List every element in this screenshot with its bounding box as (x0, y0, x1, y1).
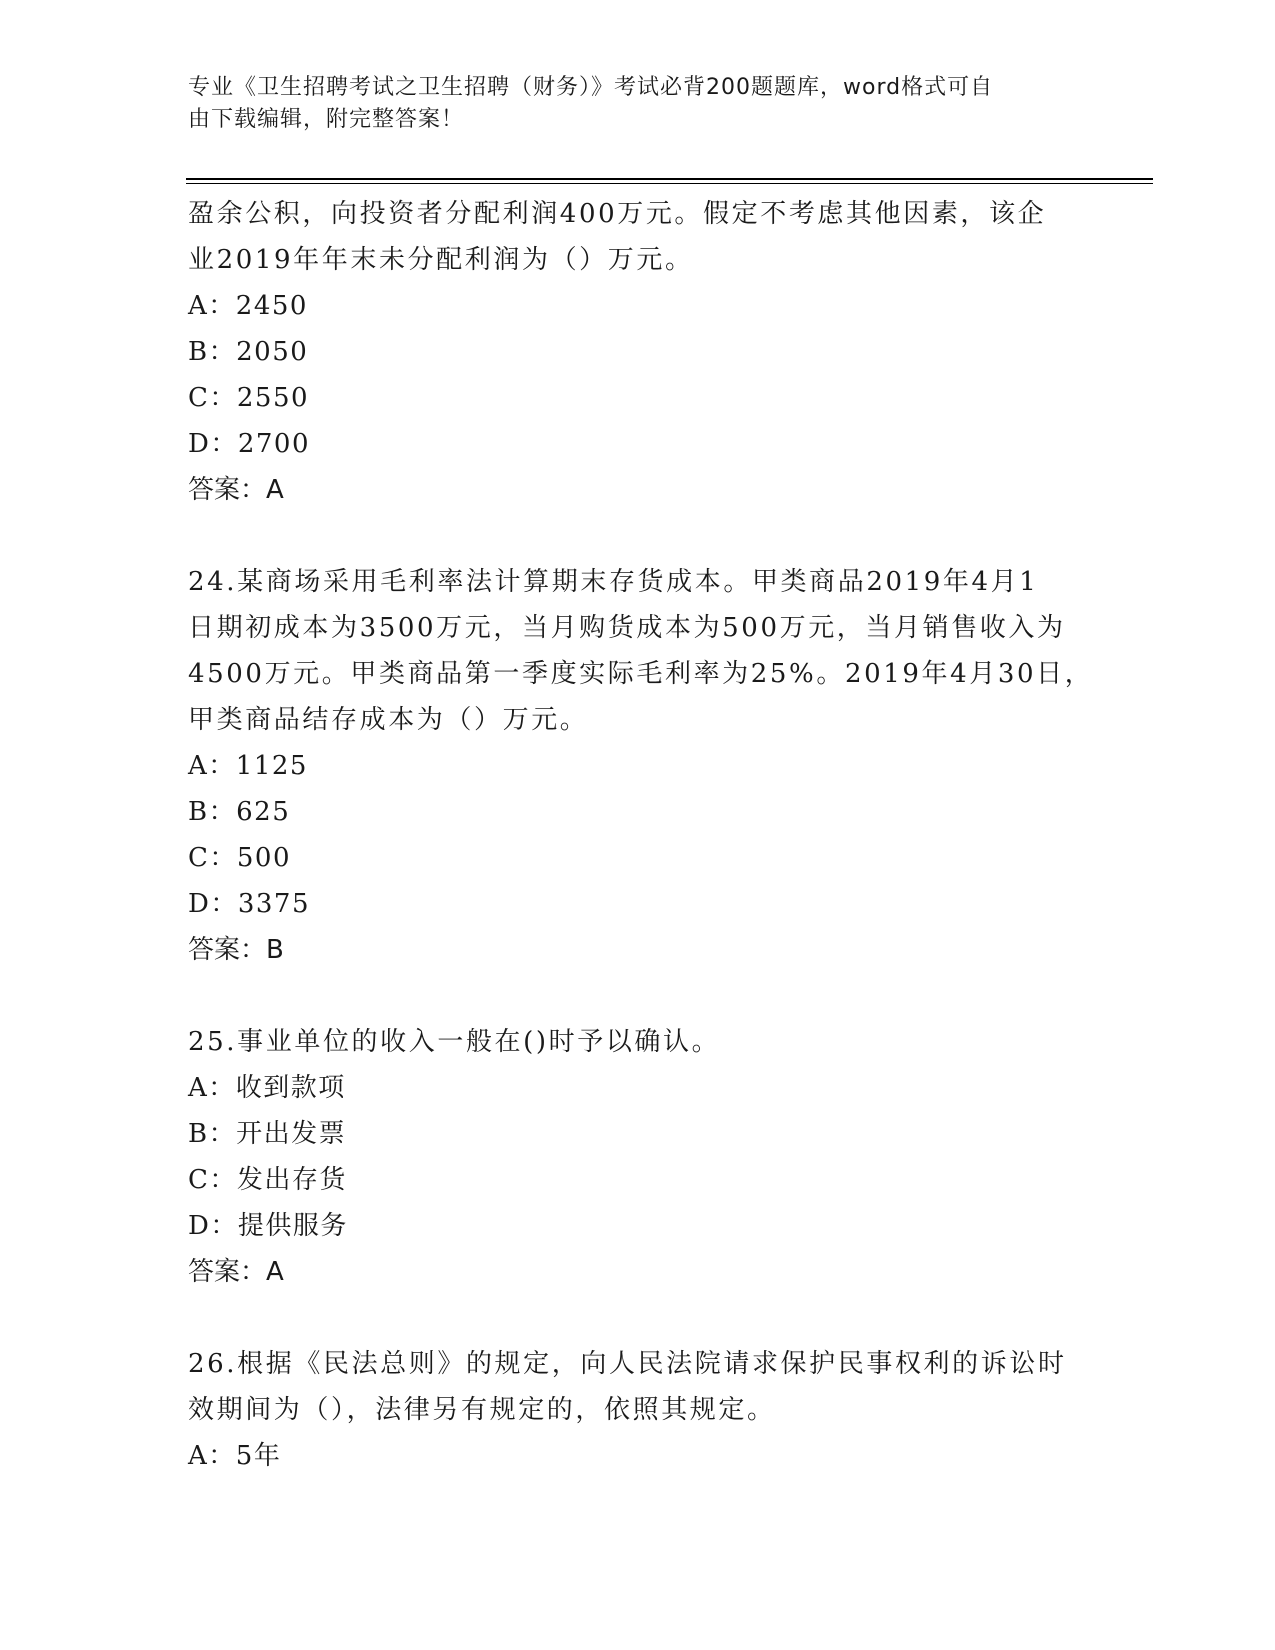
option-a: A：收到款项 (188, 1073, 346, 1103)
option-a: A：1125 (188, 751, 308, 781)
question-stem-line: 效期间为（），法律另有规定的，依照其规定。 (188, 1395, 776, 1425)
option-c: C：发出存货 (188, 1165, 347, 1195)
question-25 (188, 1019, 1088, 1295)
option-d: D：3375 (188, 889, 311, 919)
question-stem-line: 26.根据《民法总则》的规定，向人民法院请求保护民事权利的诉讼时 (188, 1349, 1067, 1379)
option-d: D：提供服务 (188, 1211, 348, 1241)
header-line-2: 由下载编辑，附完整答案！ (188, 107, 465, 132)
question-24 (188, 559, 1094, 973)
option-b: B：625 (188, 797, 291, 827)
question-stem-line: 24.某商场采用毛利率法计算期末存货成本。甲类商品2019年4月1 (188, 567, 1039, 597)
option-c: C：500 (188, 843, 292, 873)
header-divider-thick (186, 178, 1153, 180)
question-stem-line: 4500万元。甲类商品第一季度实际毛利率为25%。2019年4月30日， (188, 659, 1094, 689)
answer-line: 答案：B (188, 935, 284, 965)
question-stem-line: 日期初成本为3500万元，当月购货成本为500万元，当月销售收入为 (188, 613, 1066, 643)
header-divider-thin (186, 183, 1153, 184)
header-line-1: 专业《卫生招聘考试之卫生招聘（财务）》考试必背200题题库，word格式可自 (188, 75, 994, 100)
question-stem-line: 盈余公积，向投资者分配利润400万元。假定不考虑其他因素，该企 (188, 199, 1047, 229)
option-d: D：2700 (188, 429, 311, 459)
answer-line: 答案：A (188, 475, 284, 505)
option-b: B：2050 (188, 337, 309, 367)
question-26 (188, 1341, 1088, 1479)
question-content (188, 191, 1094, 1479)
option-a: A：2450 (188, 291, 308, 321)
question-stem-line: 25.事业单位的收入一般在()时予以确认。 (188, 1027, 721, 1057)
answer-line: 答案：A (188, 1257, 284, 1287)
option-c: C：2550 (188, 383, 310, 413)
document-header (188, 72, 1068, 136)
option-b: B：开出发票 (188, 1119, 347, 1149)
option-a: A：5年 (188, 1441, 282, 1471)
question-stem-line: 业2019年年末未分配利润为（）万元。 (188, 245, 694, 275)
question-stem-line: 甲类商品结存成本为（）万元。 (188, 705, 589, 735)
question-23 (188, 191, 1088, 513)
